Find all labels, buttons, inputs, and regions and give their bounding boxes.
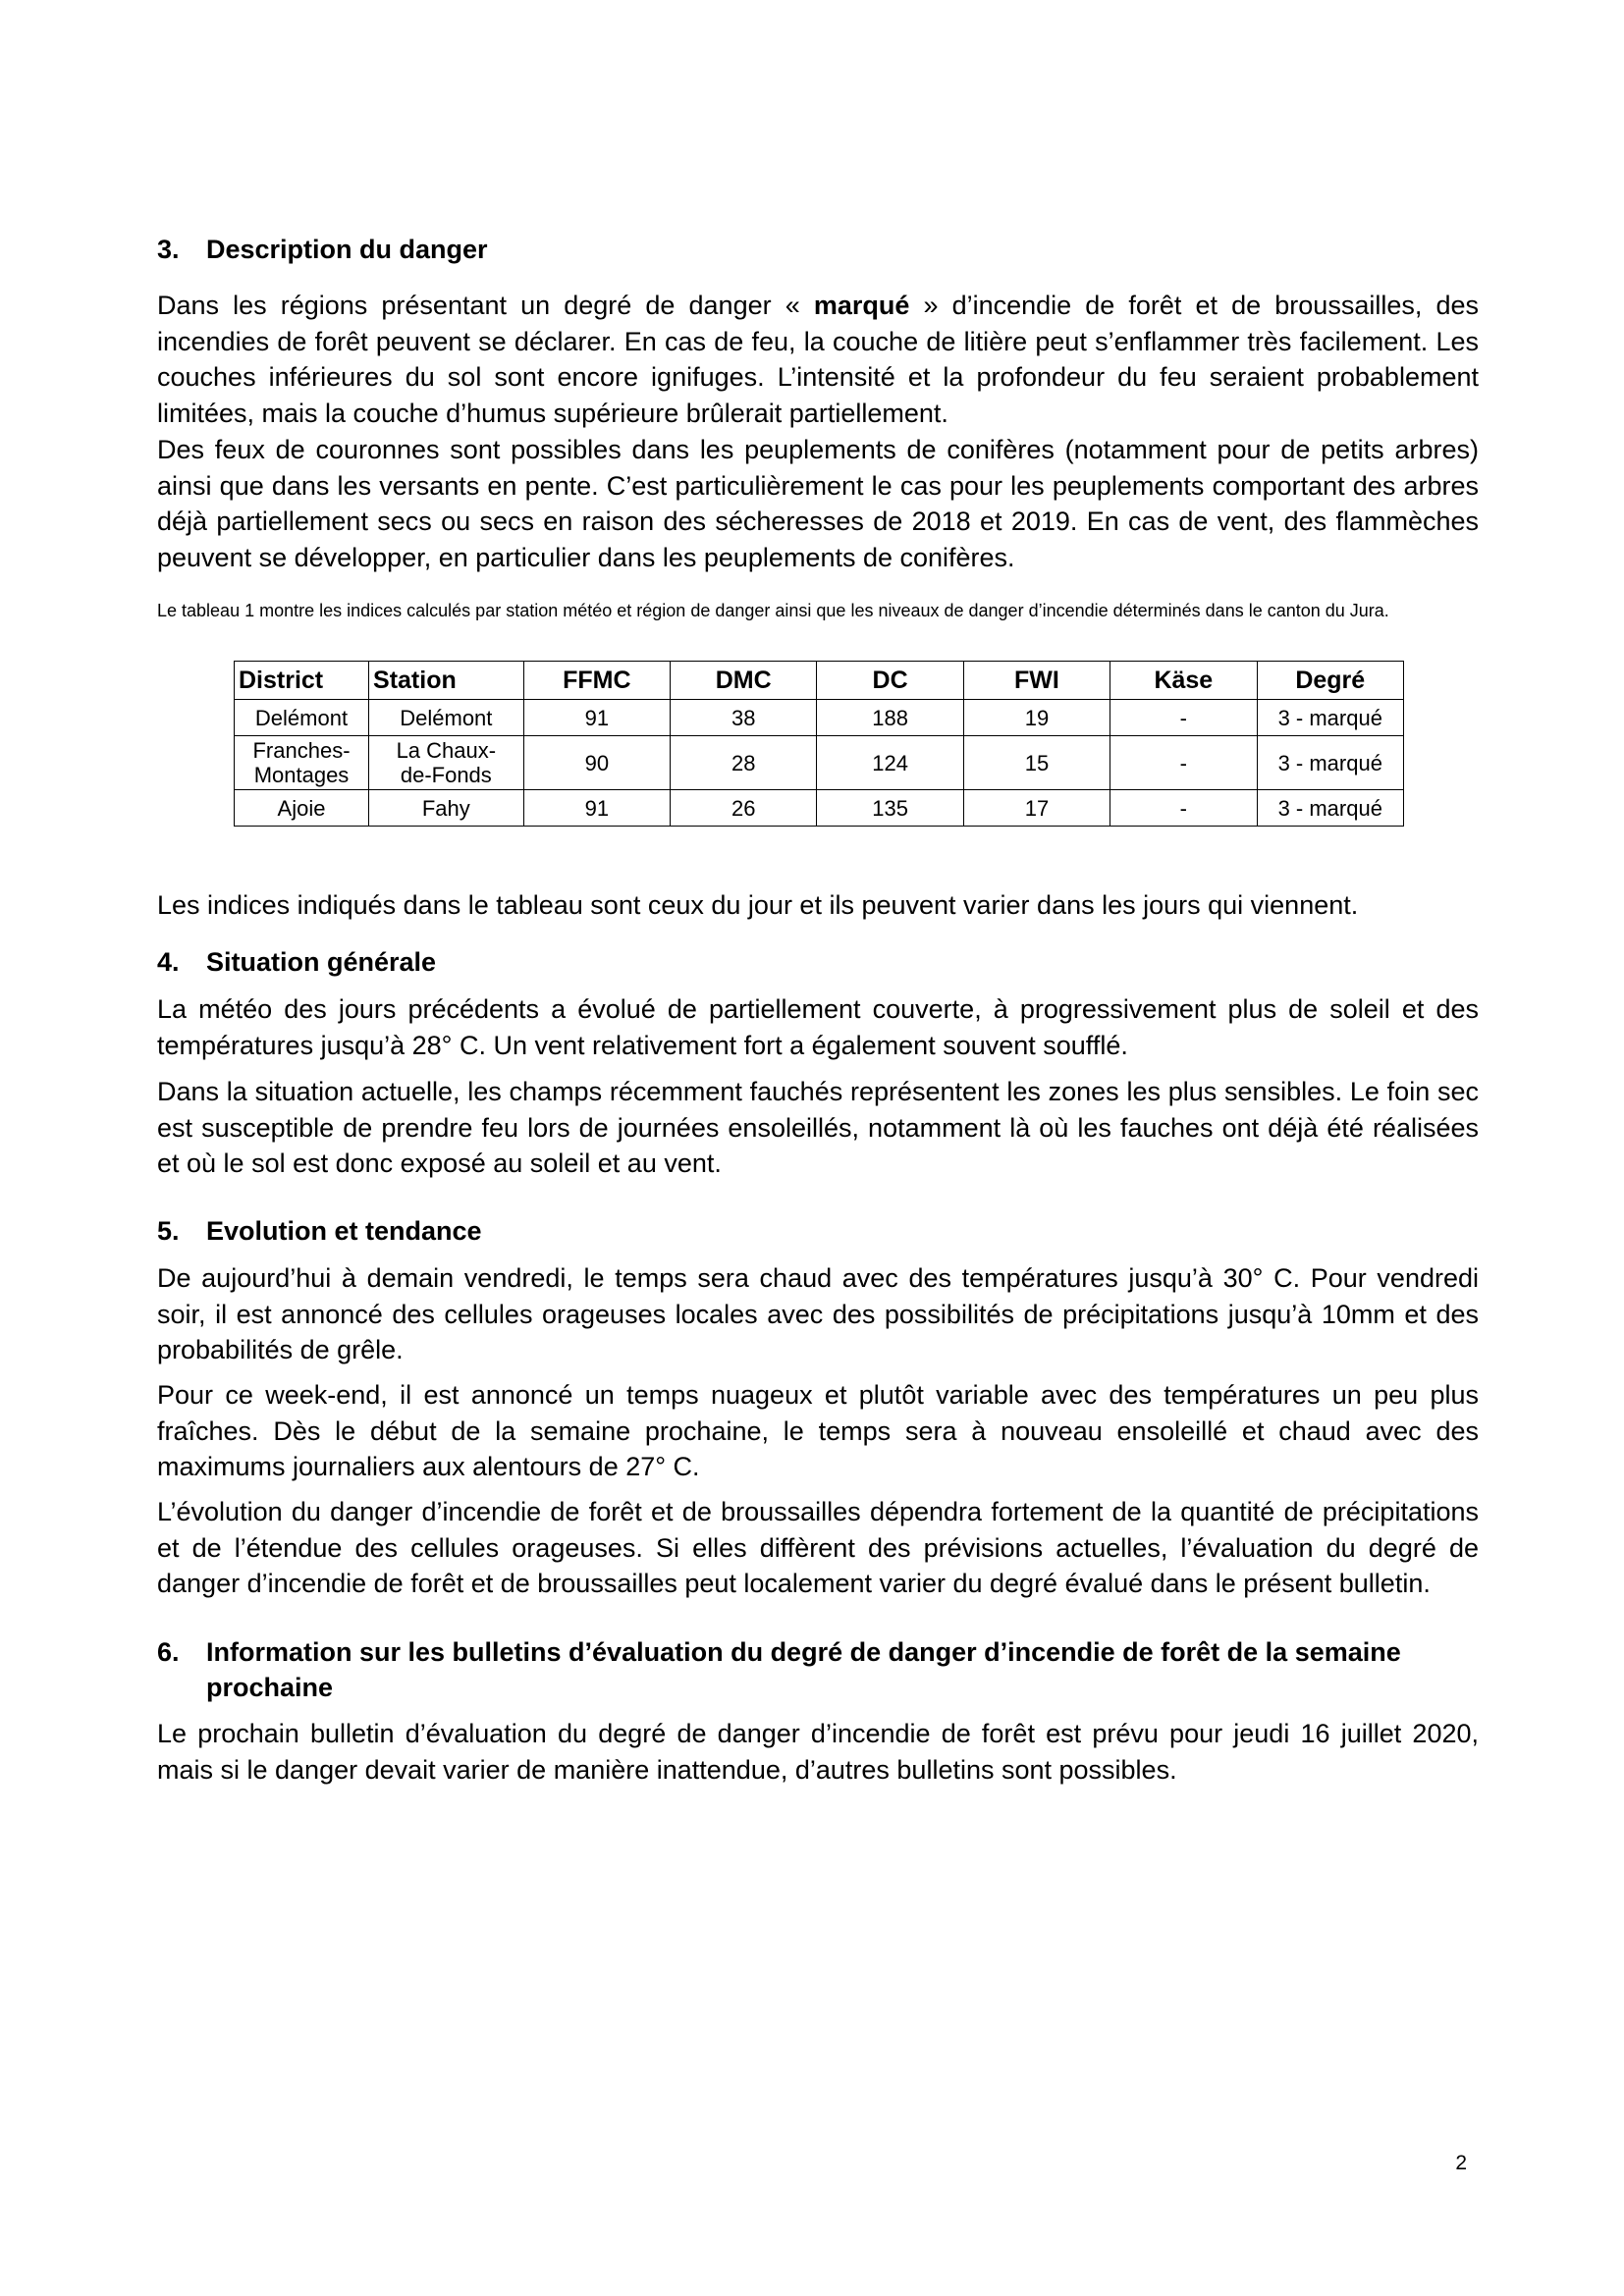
table-cell: Delémont <box>369 700 524 736</box>
table-cell: 188 <box>817 700 963 736</box>
table-note: Les indices indiqués dans le tableau sont ceux du jour et ils peuvent varier dans les jours qui viennent. <box>157 890 1359 920</box>
table-cell: 124 <box>817 736 963 790</box>
table-cell: - <box>1110 700 1257 736</box>
table-row <box>235 700 1404 736</box>
column-header: DC <box>817 662 963 700</box>
section-5-heading <box>157 1213 1479 1249</box>
table-cell: Franches- Montages <box>235 736 369 790</box>
section-number: 3. <box>157 235 180 264</box>
column-header: Station <box>369 662 524 700</box>
section-3-paragraph-2: Des feux de couronnes sont possibles dans les peuplements de conifères (notamment pour de petits arbres) ainsi que dans les versants en pente. C’est particulièrement le cas pour les peuplements comportant des arbres déjà partiellement secs ou secs en raison des sécheresses de 2018 et 2019. En cas de vent, des flammèches peuvent se développer, en particulier dans les peuplements de conifères. <box>157 435 1479 572</box>
table-cell: 91 <box>523 700 670 736</box>
fire-danger-table <box>234 661 1404 827</box>
table-row <box>235 736 1404 790</box>
column-header: FWI <box>963 662 1110 700</box>
table-cell: 17 <box>963 790 1110 827</box>
table-cell: La Chaux- de-Fonds <box>369 736 524 790</box>
column-header: Käse <box>1110 662 1257 700</box>
section-number: 4. <box>157 947 180 977</box>
section-title: Information sur les bulletins d’évaluation du degré de danger d’incendie de forêt de la semaine prochaine <box>206 1637 1401 1702</box>
section-4-paragraph-1: La météo des jours précédents a évolué de partiellement couverte, à progressivement plus de soleil et des températures jusqu’à 28° C. Un vent relativement fort a également souvent soufflé. <box>157 994 1479 1060</box>
section-number: 6. <box>157 1637 180 1667</box>
table-cell: 3 - marqué <box>1257 790 1403 827</box>
table-cell: - <box>1110 736 1257 790</box>
column-header: DMC <box>671 662 817 700</box>
section-title: Evolution et tendance <box>206 1216 482 1246</box>
table-cell: 19 <box>963 700 1110 736</box>
table-caption: Le tableau 1 montre les indices calculés par station météo et région de danger ainsi que les niveaux de danger d’incendie déterminés dans le canton du Jura. <box>157 601 1389 620</box>
table-cell: 3 - marqué <box>1257 700 1403 736</box>
section-3-paragraph-1: Dans les régions présentant un degré de danger « marqué » d’incendie de forêt et de broussailles, des incendies de forêt peuvent se déclarer. En cas de feu, la couche de litière peut s’enflammer très facilement. Les couches inférieures du sol sont encore ignifuges. L’intensité et la profondeur du feu seraient probablement limitées, mais la couche d’humus supérieure brûlerait partiellement. <box>157 291 1479 428</box>
column-header: FFMC <box>523 662 670 700</box>
section-3-heading <box>157 232 488 267</box>
table-cell: 3 - marqué <box>1257 736 1403 790</box>
section-title: Description du danger <box>206 235 488 264</box>
column-header: Degré <box>1257 662 1403 700</box>
section-number: 5. <box>157 1216 180 1246</box>
table-cell: 38 <box>671 700 817 736</box>
danger-level-emphasis: marqué <box>813 291 910 320</box>
table-cell: Ajoie <box>235 790 369 827</box>
section-5-paragraph-3: L’évolution du danger d’incendie de forêt et de broussailles dépendra fortement de la quantité de précipitations et de l’étendue des cellules orageuses. Si elles diffèrent des prévisions actuelles, l’évaluation du degré de danger d’incendie de forêt et de broussailles peut localement varier du degré évalué dans le présent bulletin. <box>157 1497 1479 1598</box>
table-cell: 28 <box>671 736 817 790</box>
section-4-paragraph-2: Dans la situation actuelle, les champs récemment fauchés représentent les zones les plus sensibles. Le foin sec est susceptible de prendre feu lors de journées ensoleillés, notamment là où les fauches ont déjà été réalisées et où le sol est donc exposé au soleil et au vent. <box>157 1077 1479 1178</box>
section-6-paragraph-1: Le prochain bulletin d’évaluation du degré de danger d’incendie de forêt est prévu pour jeudi 16 juillet 2020, mais si le danger devait varier de manière inattendue, d’autres bulletins sont possibles. <box>157 1719 1479 1785</box>
table-cell: 135 <box>817 790 963 827</box>
page-number: 2 <box>1455 2152 1467 2174</box>
section-5-paragraph-1: De aujourd’hui à demain vendredi, le temps sera chaud avec des températures jusqu’à 30° C. Pour vendredi soir, il est annoncé des cellules orageuses locales avec des possibilités de précipitations jusqu’à 10mm et des probabilités de grêle. <box>157 1263 1479 1364</box>
column-header: District <box>235 662 369 700</box>
section-6-heading <box>157 1634 1479 1705</box>
section-4-heading <box>157 944 1479 980</box>
table-cell: 15 <box>963 736 1110 790</box>
table-header-row <box>235 662 1404 700</box>
table-cell: 26 <box>671 790 817 827</box>
table-cell: - <box>1110 790 1257 827</box>
table-cell: 91 <box>523 790 670 827</box>
table-cell: Fahy <box>369 790 524 827</box>
table-cell: Delémont <box>235 700 369 736</box>
table-row <box>235 790 1404 827</box>
table-cell: 90 <box>523 736 670 790</box>
section-5-paragraph-2: Pour ce week-end, il est annoncé un temps nuageux et plutôt variable avec des températures un peu plus fraîches. Dès le début de la semaine prochaine, le temps sera à nouveau ensoleillé et chaud avec des maximums journaliers aux alentours de 27° C. <box>157 1380 1479 1481</box>
section-title: Situation générale <box>206 947 437 977</box>
